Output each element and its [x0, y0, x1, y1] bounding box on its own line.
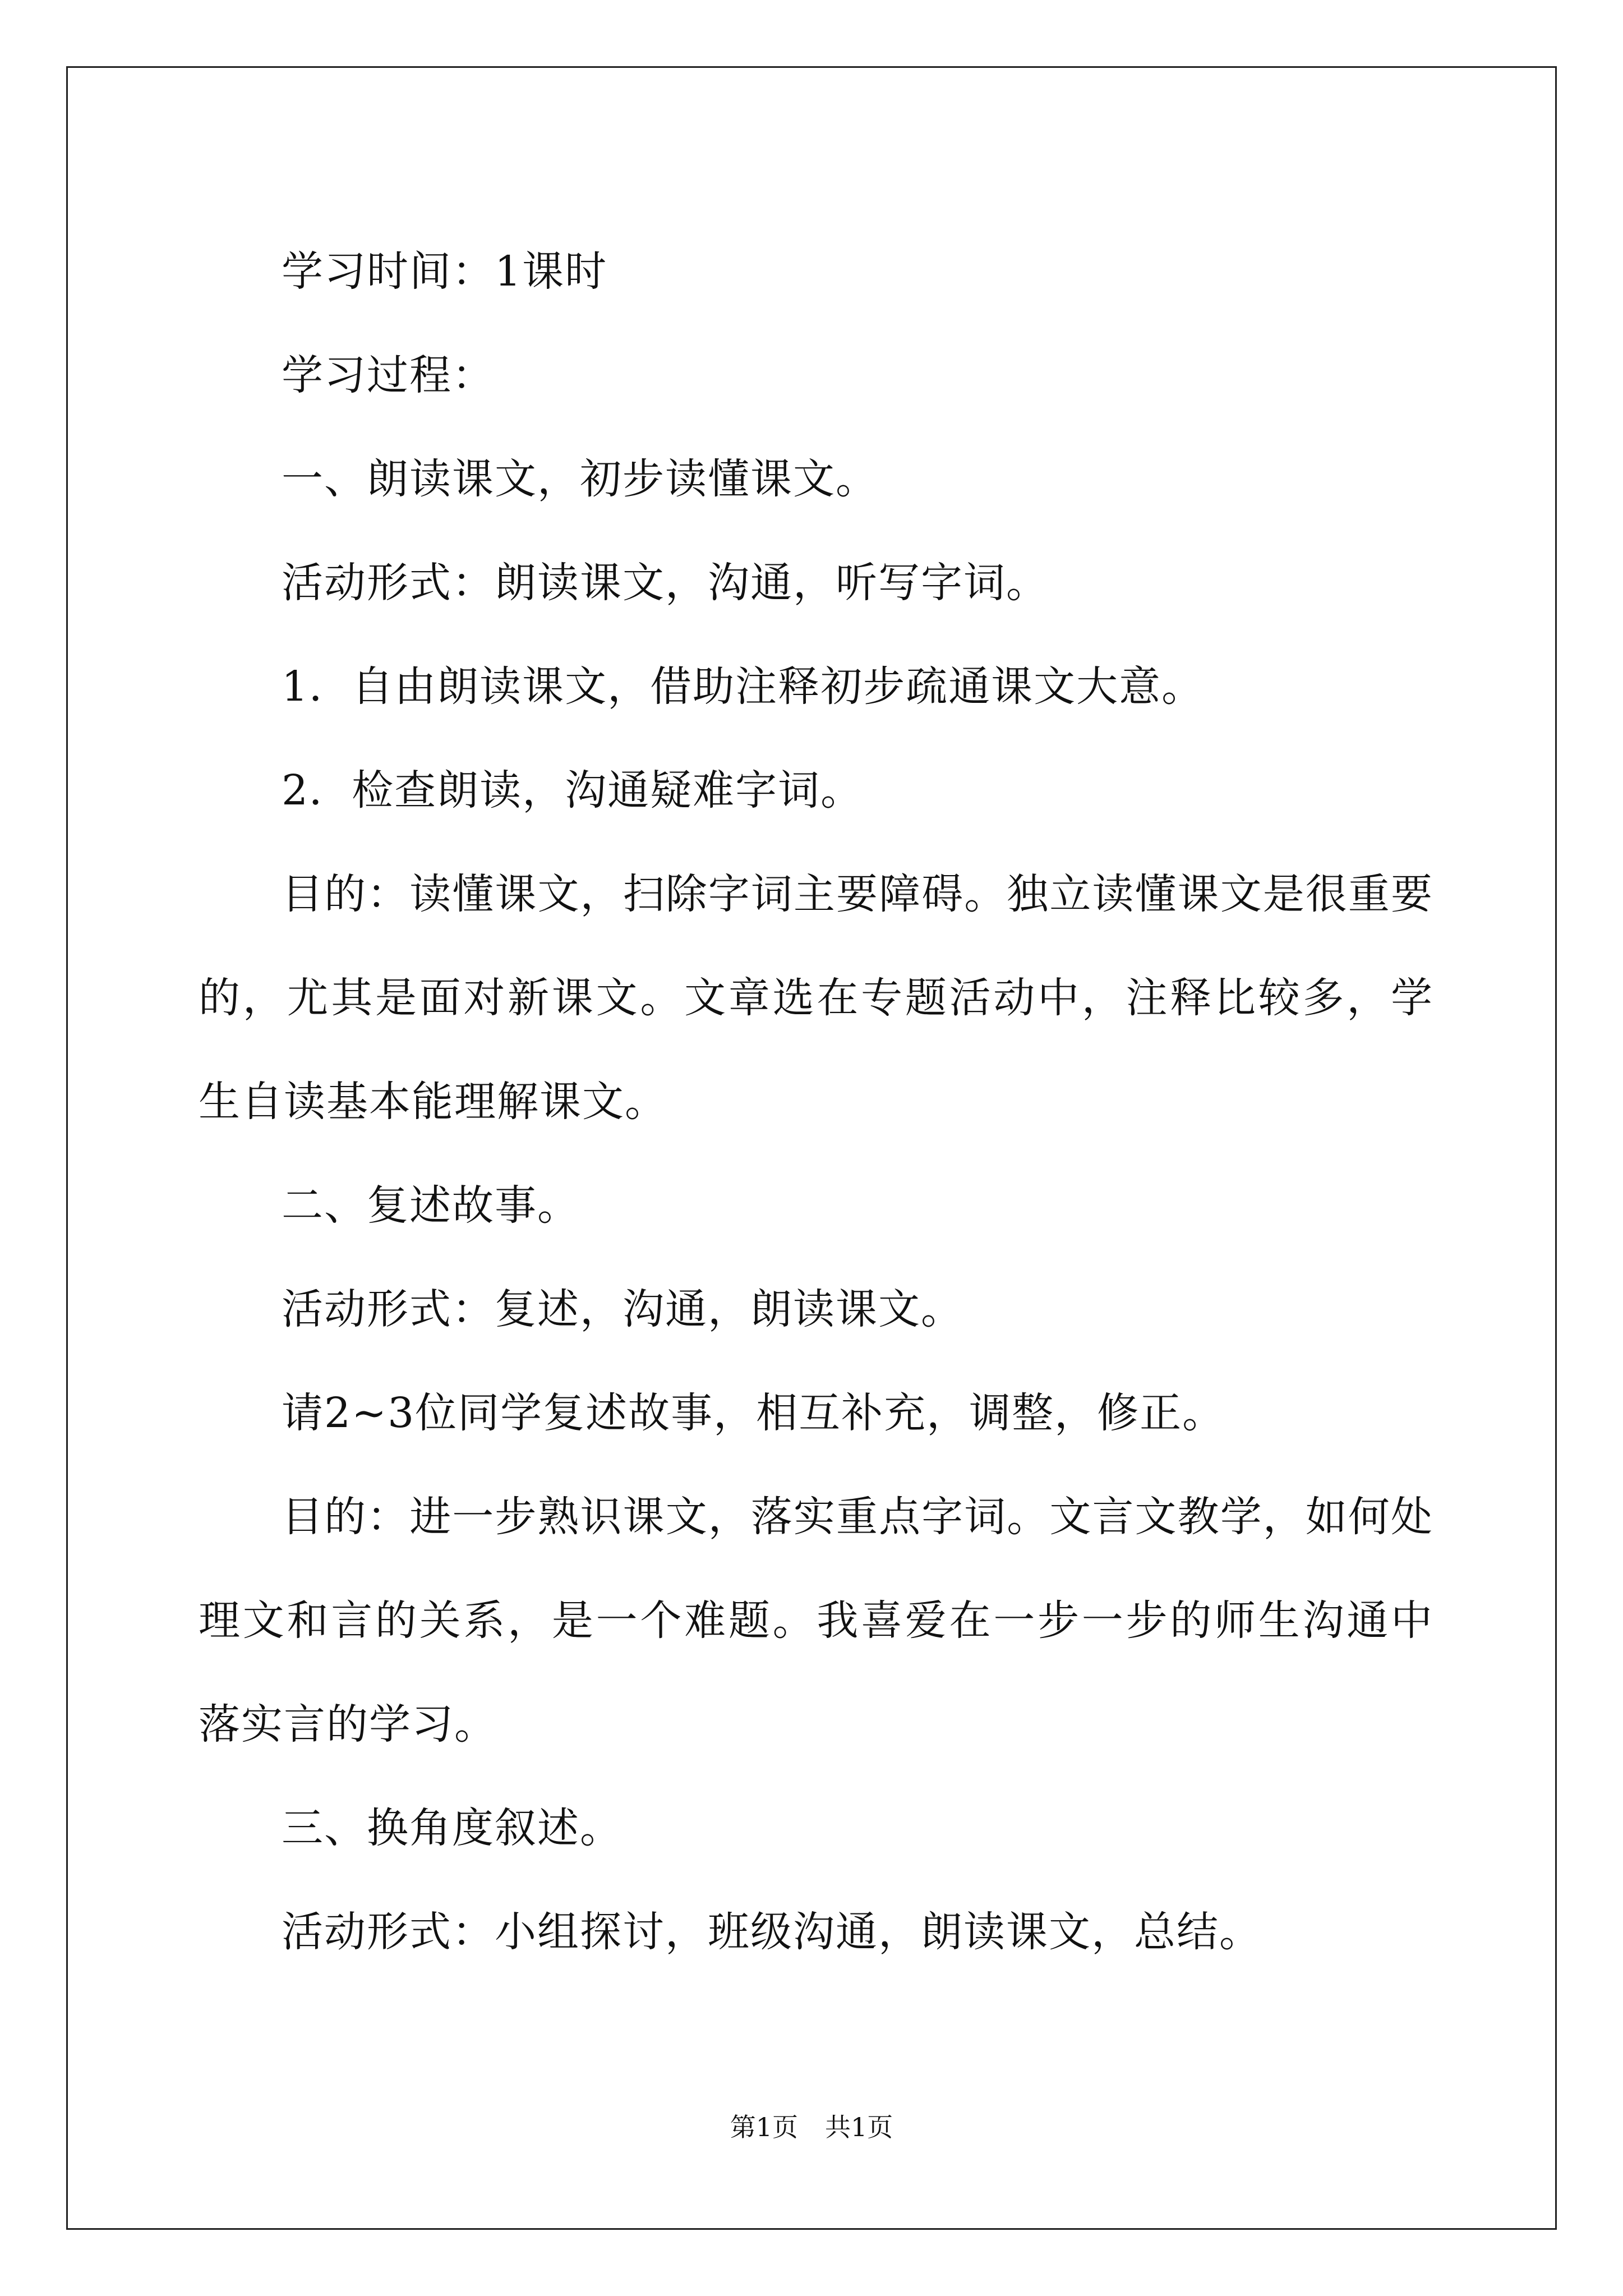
document-body — [199, 220, 1433, 1984]
page-footer — [0, 2110, 1623, 2144]
paragraph: 活动形式：复述，沟通，朗读课文。 — [282, 1285, 963, 1333]
paragraph: 目的：进一步熟识课文，落实重点字词。文言文教学，如何处理文和言的关系，是一个难题。我喜爱在一步一步的师生沟通中落实言的学习。 — [199, 1493, 1433, 1749]
section-heading: 三、换角度叙述。 — [282, 1804, 623, 1852]
paragraph: 目的：读懂课文，扫除字词主要障碍。独立读懂课文是很重要的，尤其是面对新课文。文章选在专题活动中，注释比较多，学生自读基本能理解课文。 — [199, 870, 1433, 1126]
paragraph: 活动形式：小组探讨，班级沟通，朗读课文，总结。 — [282, 1908, 1262, 1956]
section-heading: 一、朗读课文，初步读懂课文。 — [282, 455, 878, 503]
paragraph: 活动形式：朗读课文，沟通，听写字词。 — [282, 559, 1049, 607]
page-count: 共1页 — [825, 2112, 893, 2142]
paragraph: 学习过程： — [282, 351, 495, 399]
list-item: 2．检查朗读，沟通疑难字词。 — [282, 766, 864, 815]
list-item: 1．自由朗读课文，借助注释初步疏通课文大意。 — [282, 662, 1205, 711]
section-heading: 二、复述故事。 — [282, 1181, 580, 1230]
paragraph: 请2~3位同学复述故事，相互补充，调整，修正。 — [282, 1389, 1225, 1437]
paragraph: 学习时间：1课时 — [282, 247, 608, 296]
page-number: 第1页 — [730, 2112, 798, 2142]
